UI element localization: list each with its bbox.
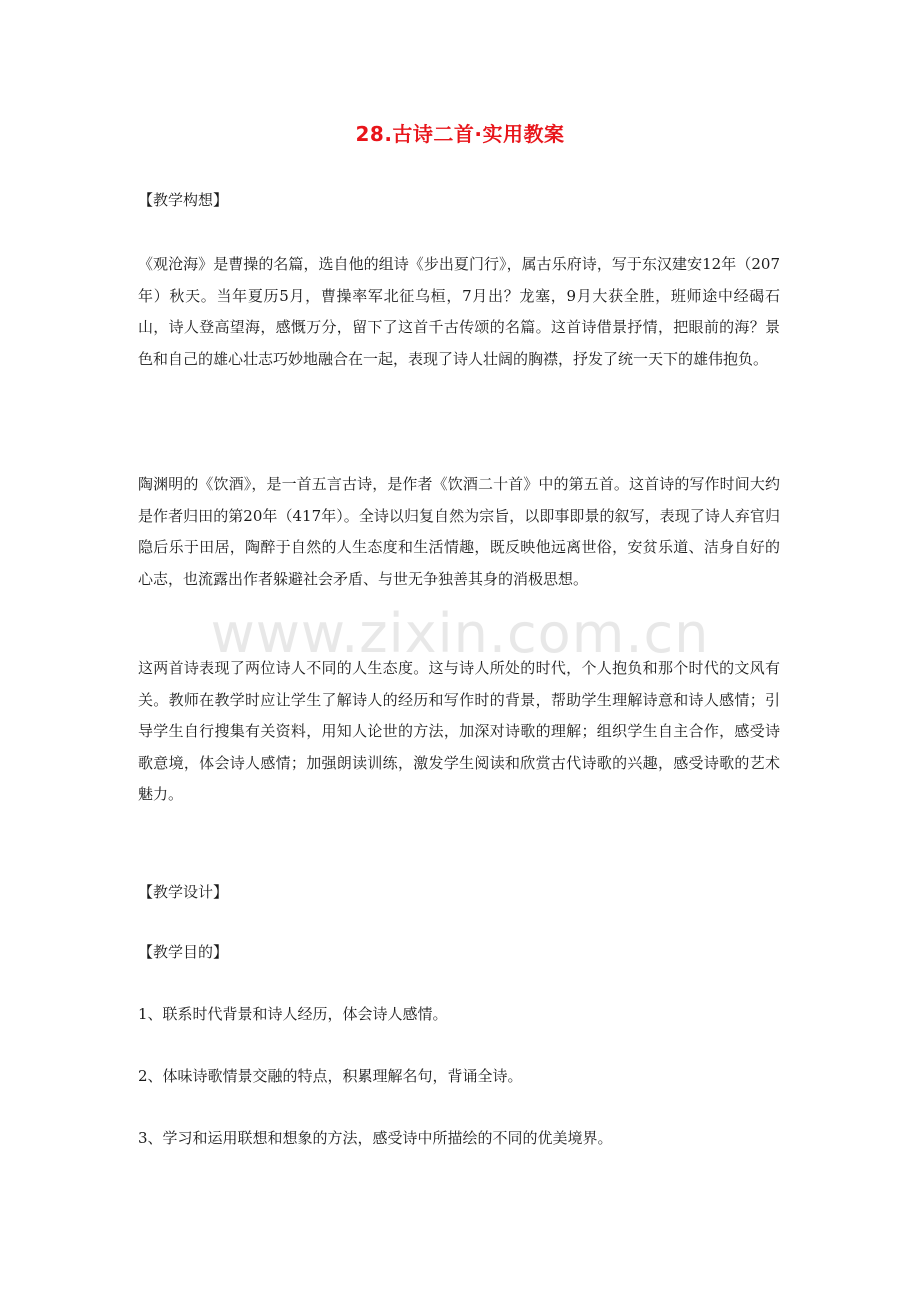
watermark-text: www.zixin.com.cn [210, 602, 710, 665]
goal-item-1: 1、联系时代背景和诗人经历，体会诗人感情。 [138, 1005, 448, 1023]
paragraph-yin-jiu: 陶渊明的《饮酒》，是一首五言古诗，是作者《饮酒二十首》中的第五首。这首诗的写作时间大约是作者归田的第20年（417年）。全诗以归复自然为宗旨，以即事即景的叙写，表现了诗人弃官归隐后乐于田居，陶醉于自然的人生态度和生活情趣，既反映他远离世俗，安贫乐道、洁身自好的心志，也流露出作者躲避社会矛盾、与世无争独善其身的消极思想。 [138, 475, 780, 588]
document-title: 28.古诗二首·实用教案 [355, 122, 565, 146]
paragraph-guan-canghai: 《观沧海》是曹操的名篇，选自他的组诗《步出夏门行》，属古乐府诗，写于东汉建安12年（207年）秋天。当年夏历5月，曹操率军北征乌桓，7月出？龙塞，9月大获全胜，班师途中经碣石山，诗人登高望海，感慨万分，留下了这首千古传颂的名篇。这首诗借景抒情，把眼前的海？景色和自己的雄心壮志巧妙地融合在一起，表现了诗人壮阔的胸襟，抒发了统一天下的雄伟抱负。 [138, 255, 780, 368]
paragraph-teaching-notes: 这两首诗表现了两位诗人不同的人生态度。这与诗人所处的时代，个人抱负和那个时代的文风有关。教师在教学时应让学生了解诗人的经历和写作时的背景，帮助学生理解诗意和诗人感情；引导学生自行搜集有关资料，用知人论世的方法，加深对诗歌的理解；组织学生自主合作，感受诗歌意境，体会诗人感情；加强朗读训练，激发学生阅读和欣赏古代诗歌的兴趣，感受诗歌的艺术魅力。 [138, 659, 780, 803]
section-heading-concept: 【教学构想】 [138, 191, 229, 209]
goal-item-2: 2、体味诗歌情景交融的特点，积累理解名句，背诵全诗。 [138, 1067, 523, 1085]
goal-item-3: 3、学习和运用联想和想象的方法，感受诗中所描绘的不同的优美境界。 [138, 1129, 613, 1147]
section-heading-goals: 【教学目的】 [138, 943, 229, 961]
section-heading-design: 【教学设计】 [138, 883, 229, 901]
